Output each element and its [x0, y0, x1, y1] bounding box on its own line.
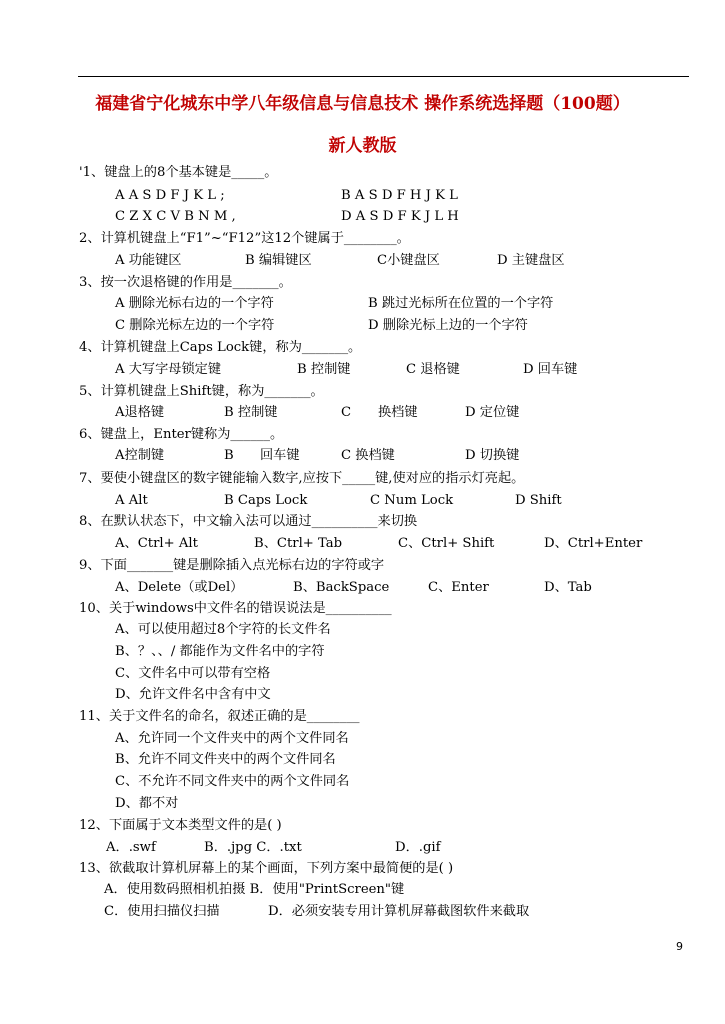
option: D、Ctrl+Enter [544, 536, 643, 551]
document-title: 福建省宁化城东中学八年级信息与信息技术 操作系统选择题（100题） [95, 94, 630, 114]
question-stem: 8、在默认状态下，中文输入法可以通过__________来切换 [79, 514, 418, 529]
option: A A S D F J K L ; [115, 188, 225, 203]
option: D．必须安装专用计算机屏幕截图软件来截取 [268, 904, 530, 919]
option: D 删除光标上边的一个字符 [368, 318, 528, 333]
option: C．使用扫描仪扫描 [104, 904, 220, 919]
question-stem: '1、键盘上的8个基本键是_____。 [79, 165, 278, 180]
option: A．使用数码照相机拍摄 B．使用"PrintScreen"键 [104, 882, 405, 897]
option: B A S D F H J K L [341, 188, 458, 203]
option: B、？、、/ 都能作为文件名中的字符 [115, 644, 325, 659]
option: B 控制键 [297, 362, 351, 377]
option: 回车键 [260, 448, 300, 463]
option: C、不允许不同文件夹中的两个文件同名 [115, 774, 350, 789]
option: D Shift [515, 493, 562, 508]
option: C [341, 405, 352, 420]
option: A 大写字母锁定键 [115, 362, 222, 377]
option: B、BackSpace [293, 580, 390, 595]
option: D．.gif [395, 840, 441, 855]
option: D 切换键 [465, 448, 520, 463]
option: A．.swf [106, 840, 156, 855]
option: C Z X C V B N M , [115, 209, 236, 224]
option: D A S D F K J L H [341, 209, 459, 224]
question-stem: 13、欲截取计算机屏幕上的某个画面，下列方案中最简便的是( ) [79, 861, 454, 876]
option: C 删除光标左边的一个字符 [115, 318, 275, 333]
option: C小键盘区 [377, 253, 440, 268]
option: A Alt [115, 493, 148, 508]
question-stem: 5、计算机键盘上Shift键，称为_______。 [79, 384, 324, 399]
option: D 回车键 [523, 362, 578, 377]
option: A控制键 [115, 448, 165, 463]
option: A 删除光标右边的一个字符 [115, 296, 274, 311]
option: D、允许文件名中含有中文 [115, 687, 271, 702]
document-subtitle: 新人教版 [328, 136, 397, 156]
option: A、可以使用超过8个字符的长文件名 [115, 622, 331, 637]
option: C、Enter [428, 580, 489, 595]
question-stem: 2、计算机键盘上“F1”~“F12”这12个键属于________。 [79, 231, 410, 246]
option: A、Delete（或Del） [115, 580, 244, 595]
option: B、允许不同文件夹中的两个文件同名 [115, 752, 336, 767]
option: C、文件名中可以带有空格 [115, 666, 271, 681]
option: A、允许同一个文件夹中的两个文件同名 [115, 731, 349, 746]
question-stem: 4、计算机键盘上Caps Lock键，称为_______。 [79, 340, 362, 355]
question-stem: 3、按一次退格键的作用是_______。 [79, 275, 292, 290]
option: C 退格键 [406, 362, 460, 377]
page-number: 9 [676, 940, 683, 953]
option: C Num Lock [370, 493, 454, 508]
header-rule [78, 76, 689, 77]
option: B Caps Lock [224, 493, 308, 508]
option: B、Ctrl+ Tab [254, 536, 343, 551]
option: C、Ctrl+ Shift [398, 536, 495, 551]
option: D、都不对 [115, 796, 179, 811]
option: B [224, 448, 234, 463]
question-stem: 6、键盘上，Enter键称为______。 [79, 427, 284, 442]
option: A、Ctrl+ Alt [115, 536, 198, 551]
question-stem: 12、下面属于文本类型文件的是( ) [79, 818, 282, 833]
question-stem: 10、关于windows中文件名的错误说法是__________ [79, 601, 392, 616]
option: D 主键盘区 [497, 253, 565, 268]
option: B．.jpg C．.txt [204, 840, 302, 855]
option: C 换档键 [341, 448, 395, 463]
option: 换档键 [378, 405, 418, 420]
question-stem: 9、下面_______键是删除插入点光标右边的字符或字 [79, 558, 385, 573]
option: B 控制键 [224, 405, 278, 420]
option: B 跳过光标所在位置的一个字符 [368, 296, 554, 311]
question-stem: 11、关于文件名的命名，叙述正确的是________ [79, 709, 360, 724]
option: A 功能键区 [115, 253, 182, 268]
option: D、Tab [544, 580, 592, 595]
question-stem: 7、要使小键盘区的数字键能输入数字,应按下_____键,使对应的指示灯亮起。 [79, 471, 525, 486]
option: A退格键 [115, 405, 165, 420]
option: D 定位键 [465, 405, 520, 420]
option: B 编辑键区 [245, 253, 312, 268]
